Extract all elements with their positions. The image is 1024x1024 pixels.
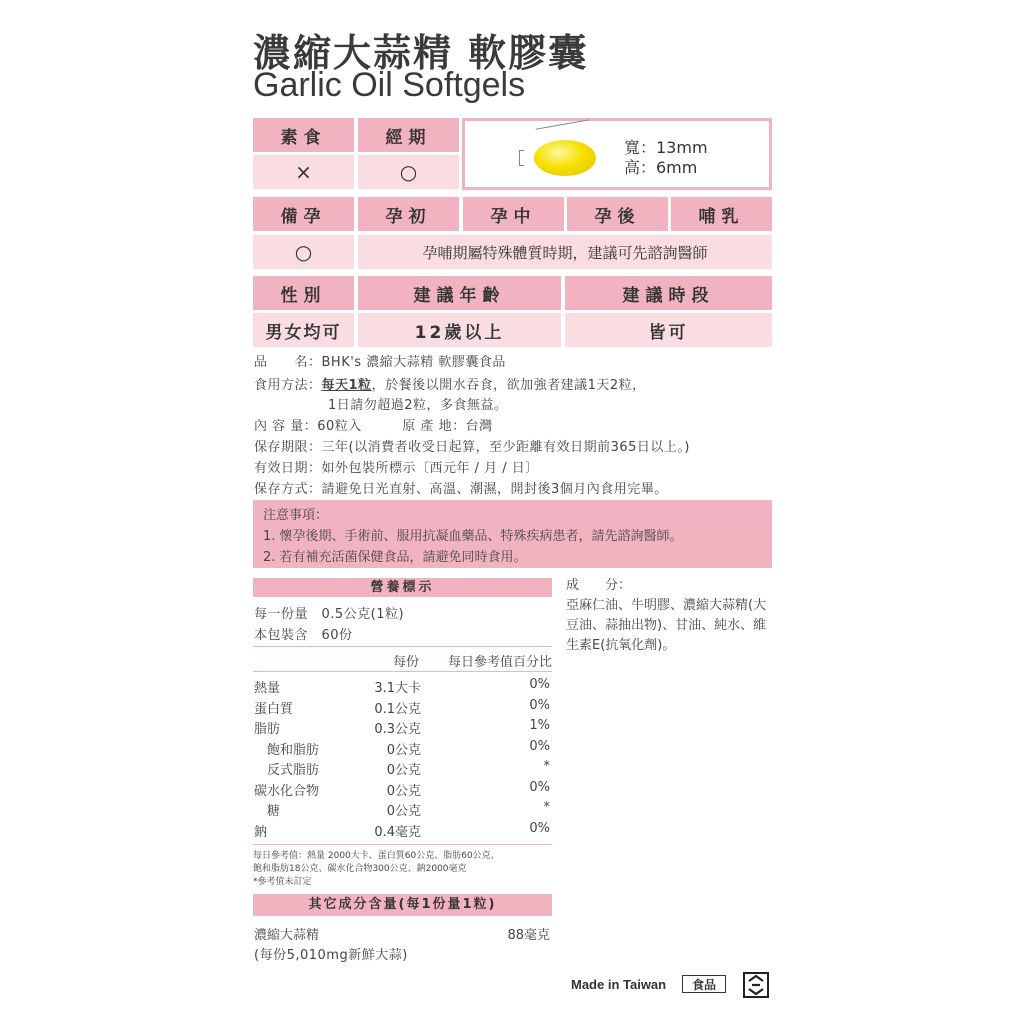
ingredients-text: 亞麻仁油、牛明膠、濃縮大蒜精(大豆油、蒜抽出物)、甘油、純水、維生素E(抗氧化劑)。 bbox=[566, 598, 767, 653]
storage: 保存方式：請避免日光直射、高溫、潮濕，開封後3個月內食用完畢。 bbox=[254, 482, 668, 497]
nutrient-name: 飽和脂肪 bbox=[254, 742, 320, 758]
nutrient-name: 糖 bbox=[254, 804, 281, 819]
prepregnancy-label: 備孕 bbox=[253, 197, 354, 231]
width-text: 寬：13mm bbox=[624, 138, 708, 157]
divider bbox=[253, 844, 552, 845]
notice-line1: 1. 懷孕後期、手術前、服用抗凝血藥品、特殊疾病患者，請先諮詢醫師。 bbox=[263, 529, 683, 544]
divider bbox=[253, 646, 552, 647]
prepregnancy-value: ○ bbox=[253, 235, 354, 269]
nutrition-row bbox=[253, 718, 552, 738]
ingredients bbox=[566, 576, 776, 656]
usage-bold: 每天1粒 bbox=[321, 378, 372, 393]
usage-line2: 1日請勿超過2粒，多食無益。 bbox=[328, 398, 508, 413]
recycle-icon bbox=[743, 972, 769, 998]
serving-size: 每一份量 0.5公克(1粒) bbox=[254, 607, 405, 622]
other-content-row bbox=[253, 924, 552, 944]
other-content-header: 其它成分含量(每1份量1粒) bbox=[253, 894, 552, 916]
nutrient-name: 脂肪 bbox=[254, 722, 281, 737]
nutrient-name: 鈉 bbox=[254, 824, 268, 840]
nutrition-col-headers bbox=[253, 651, 552, 671]
food-badge: 食品 bbox=[682, 975, 726, 993]
col-per-serving: 每份 bbox=[393, 655, 420, 670]
product-title-en: Garlic Oil Softgels bbox=[253, 66, 526, 104]
early-pregnancy-label: 孕初 bbox=[358, 197, 459, 231]
nutrient-name: 反式脂肪 bbox=[254, 763, 320, 778]
time-value: 皆可 bbox=[565, 313, 772, 347]
nutrient-daily-value: 0% bbox=[529, 677, 550, 692]
notice-box bbox=[253, 500, 772, 568]
gender-value: 男女均可 bbox=[253, 313, 354, 347]
nutrient-per-serving: 0公克 bbox=[386, 783, 421, 799]
nutrient-daily-value: 0% bbox=[529, 738, 550, 754]
notice-line2: 2. 若有補充活菌保健食品，請避免同時食用。 bbox=[263, 550, 527, 565]
height-ruler bbox=[519, 150, 524, 166]
nutrition-row bbox=[253, 780, 552, 800]
nutrient-daily-value: 0% bbox=[529, 779, 550, 795]
nutrition-footnote-1: 每日參考值：熱量 2000大卡、蛋白質60公克、脂肪60公克、 bbox=[253, 851, 500, 861]
nutrient-name: 蛋白質 bbox=[254, 701, 294, 717]
col-daily-value: 每日參考值百分比 bbox=[447, 655, 552, 670]
nutrient-name: 碳水化合物 bbox=[254, 783, 320, 799]
nutrient-daily-value: 1% bbox=[529, 718, 550, 733]
shelf-life: 保存期限：三年(以消費者收受日起算，至少距離有效日期前365日以上。) bbox=[254, 440, 690, 455]
softgel-image bbox=[534, 140, 596, 176]
nutrient-per-serving: 0公克 bbox=[386, 804, 421, 819]
nutrition-header: 營養標示 bbox=[253, 578, 552, 597]
product-name: 品 名：BHK's 濃縮大蒜精 軟膠囊食品 bbox=[254, 355, 506, 370]
divider bbox=[253, 671, 552, 672]
notice-title: 注意事項： bbox=[263, 508, 329, 523]
usage bbox=[254, 374, 646, 393]
age-value: 12歲以上 bbox=[358, 313, 561, 347]
ingredients-label: 成 分： bbox=[566, 578, 632, 593]
nutrition-footnote-3: *參考值未訂定 bbox=[253, 877, 312, 887]
period-label: 經期 bbox=[358, 118, 459, 152]
product-title-zh: 濃縮大蒜精 軟膠囊 bbox=[253, 31, 589, 75]
other-item: 濃縮大蒜精 bbox=[254, 928, 320, 943]
nutrient-per-serving: 0.1公克 bbox=[374, 701, 421, 717]
nutrition-row bbox=[253, 759, 552, 779]
nutrition-row bbox=[253, 821, 552, 841]
nutrient-per-serving: 0.4毫克 bbox=[374, 824, 421, 840]
nutrition-row bbox=[253, 800, 552, 820]
mid-pregnancy-label: 孕中 bbox=[463, 197, 564, 231]
nutrient-daily-value: * bbox=[543, 800, 550, 815]
other-amount: 88毫克 bbox=[507, 928, 550, 943]
made-in-taiwan: Made in Taiwan bbox=[571, 977, 667, 992]
nutrient-daily-value: 0% bbox=[529, 820, 550, 836]
other-note: (每份5,010mg新鮮大蒜) bbox=[254, 948, 408, 963]
nutrition-row bbox=[253, 739, 552, 759]
nutrition-footnote-2: 飽和脂肪18公克、碳水化合物300公克、鈉2000毫克 bbox=[253, 864, 467, 874]
nutrition-row bbox=[253, 698, 552, 718]
nutrient-per-serving: 0公克 bbox=[386, 763, 421, 778]
vegetarian-value: × bbox=[253, 155, 354, 189]
softgel-dimensions bbox=[624, 138, 708, 178]
gender-label: 性別 bbox=[253, 276, 354, 310]
nutrient-name: 熱量 bbox=[254, 681, 281, 696]
nutrient-daily-value: * bbox=[543, 759, 550, 774]
nutrient-daily-value: 0% bbox=[529, 697, 550, 713]
nutrition-row bbox=[253, 677, 552, 697]
late-pregnancy-label: 孕後 bbox=[567, 197, 668, 231]
age-label: 建議年齡 bbox=[358, 276, 561, 310]
nutrient-per-serving: 3.1大卡 bbox=[374, 681, 421, 696]
content-origin: 內 容 量：60粒入 原 產 地：台灣 bbox=[254, 419, 493, 434]
vegetarian-label: 素食 bbox=[253, 118, 354, 152]
pregnancy-note: 孕哺期屬特殊體質時期，建議可先諮詢醫師 bbox=[358, 235, 772, 269]
usage-prefix: 食用方法： bbox=[254, 378, 322, 393]
expiry: 有效日期：如外包裝所標示〔西元年 / 月 / 日〕 bbox=[254, 461, 539, 476]
height-text: 高：6mm bbox=[624, 158, 698, 177]
softgel-size-box bbox=[462, 118, 772, 190]
nursing-label: 哺乳 bbox=[671, 197, 772, 231]
nutrient-per-serving: 0公克 bbox=[386, 742, 421, 758]
nutrient-per-serving: 0.3公克 bbox=[374, 722, 421, 737]
servings-per-package: 本包裝含 60份 bbox=[254, 628, 353, 643]
time-label: 建議時段 bbox=[565, 276, 772, 310]
period-value: ○ bbox=[358, 155, 459, 189]
usage-rest: ，於餐後以開水吞食，欲加強者建議1天2粒， bbox=[371, 378, 646, 393]
